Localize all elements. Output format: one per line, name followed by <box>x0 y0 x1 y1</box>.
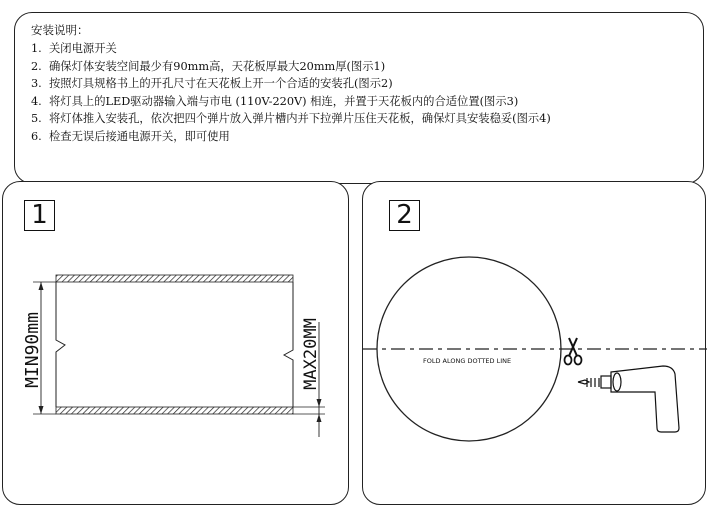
figure-1-diagram <box>3 182 350 506</box>
figure-2-number: 2 <box>389 200 420 231</box>
figure-1-number: 1 <box>24 200 55 231</box>
instruction-step-3: 3. 按照灯具规格书上的开孔尺寸在天花板上开一个合适的安装孔(图示2) <box>31 77 393 91</box>
ceiling-top-hatch <box>56 275 293 282</box>
max-label: MAX20MM <box>301 318 321 390</box>
figure-2-diagram <box>363 182 707 506</box>
ceiling-bottom-hatch <box>56 407 293 414</box>
scissors-icon <box>565 338 582 365</box>
instruction-step-1: 1. 关闭电源开关 <box>31 42 117 55</box>
fold-label: FOLD ALONG DOTTED LINE <box>423 357 512 365</box>
screwdriver-icon <box>578 366 679 432</box>
left-break-line <box>56 282 65 407</box>
instruction-step-6: 6. 检查无误后接通电源开关，即可使用 <box>31 129 230 143</box>
instructions-panel <box>14 12 704 184</box>
instruction-step-4: 4. 将灯具上的LED驱动器输入端与市电 (110V-220V) 相连，并置于天花板内的合适位置(图示3) <box>31 94 519 108</box>
instructions-title: 安装说明： <box>31 23 89 37</box>
instruction-step-5: 5. 将灯体推入安装孔，依次把四个弹片放入弹片槽内并下拉弹片压住天花板，确保灯具安装稳妥(图示4) <box>31 112 551 126</box>
figure-1-panel <box>2 181 349 505</box>
right-break-line <box>284 282 293 407</box>
figure-2-panel <box>362 181 706 505</box>
instructions-list <box>31 40 551 146</box>
min-label: MIN90mm <box>22 312 43 388</box>
instruction-step-2: 2. 确保灯体安装空间最少有90mm高，天花板厚最大20mm厚(图示1) <box>31 59 386 73</box>
